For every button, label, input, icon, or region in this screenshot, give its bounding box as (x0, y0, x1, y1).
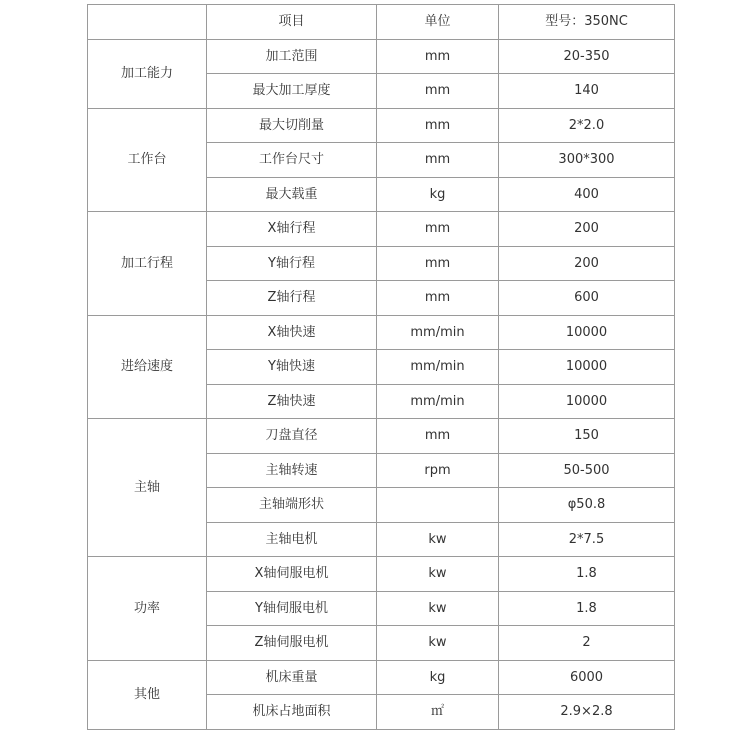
unit-cell: mm (377, 212, 499, 247)
unit-cell: kw (377, 557, 499, 592)
value-cell: 10000 (499, 350, 675, 385)
item-cell: 最大切削量 (207, 108, 377, 143)
item-cell: 主轴转速 (207, 453, 377, 488)
table-row (88, 419, 675, 454)
value-cell: 10000 (499, 384, 675, 419)
item-cell: Y轴快速 (207, 350, 377, 385)
value-cell: 6000 (499, 660, 675, 695)
item-cell: Z轴伺服电机 (207, 626, 377, 661)
value-cell: 300*300 (499, 143, 675, 178)
value-cell: 2*2.0 (499, 108, 675, 143)
item-cell: 最大加工厚度 (207, 74, 377, 109)
value-cell: 10000 (499, 315, 675, 350)
value-cell: 2 (499, 626, 675, 661)
spec-table (87, 4, 675, 730)
table-row (88, 212, 675, 247)
item-cell: 机床重量 (207, 660, 377, 695)
unit-cell: mm/min (377, 350, 499, 385)
header-item-cell: 项目 (207, 5, 377, 40)
table-row (88, 39, 675, 74)
item-cell: X轴行程 (207, 212, 377, 247)
unit-cell: rpm (377, 453, 499, 488)
unit-cell: mm (377, 39, 499, 74)
item-cell: 机床占地面积 (207, 695, 377, 730)
item-cell: Y轴行程 (207, 246, 377, 281)
table-row (88, 557, 675, 592)
value-cell: 1.8 (499, 557, 675, 592)
unit-cell (377, 488, 499, 523)
group-label-cell: 加工能力 (88, 39, 207, 108)
unit-cell: ㎡ (377, 695, 499, 730)
group-label-cell: 其他 (88, 660, 207, 729)
unit-cell: mm (377, 143, 499, 178)
item-cell: 刀盘直径 (207, 419, 377, 454)
table-row (88, 315, 675, 350)
item-cell: Z轴快速 (207, 384, 377, 419)
value-cell: 200 (499, 246, 675, 281)
unit-cell: mm (377, 108, 499, 143)
item-cell: 主轴电机 (207, 522, 377, 557)
value-cell: 2*7.5 (499, 522, 675, 557)
value-cell: 1.8 (499, 591, 675, 626)
value-cell: 20-350 (499, 39, 675, 74)
unit-cell: kw (377, 626, 499, 661)
value-cell: φ50.8 (499, 488, 675, 523)
value-cell: 600 (499, 281, 675, 316)
group-label-cell: 加工行程 (88, 212, 207, 316)
unit-cell: kw (377, 591, 499, 626)
unit-cell: mm (377, 281, 499, 316)
table-row (88, 660, 675, 695)
value-cell: 2.9×2.8 (499, 695, 675, 730)
unit-cell: kg (377, 177, 499, 212)
header-group-cell (88, 5, 207, 40)
unit-cell: mm (377, 74, 499, 109)
item-cell: X轴快速 (207, 315, 377, 350)
spec-table-body (88, 5, 675, 730)
group-label-cell: 功率 (88, 557, 207, 661)
header-model-cell: 型号：350NC (499, 5, 675, 40)
item-cell: Y轴伺服电机 (207, 591, 377, 626)
value-cell: 400 (499, 177, 675, 212)
item-cell: Z轴行程 (207, 281, 377, 316)
unit-cell: mm/min (377, 384, 499, 419)
item-cell: 最大载重 (207, 177, 377, 212)
group-label-cell: 工作台 (88, 108, 207, 212)
group-label-cell: 进给速度 (88, 315, 207, 419)
value-cell: 50-500 (499, 453, 675, 488)
unit-cell: mm/min (377, 315, 499, 350)
unit-cell: kg (377, 660, 499, 695)
item-cell: 加工范围 (207, 39, 377, 74)
table-row (88, 108, 675, 143)
item-cell: 主轴端形状 (207, 488, 377, 523)
unit-cell: mm (377, 419, 499, 454)
item-cell: 工作台尺寸 (207, 143, 377, 178)
value-cell: 150 (499, 419, 675, 454)
value-cell: 140 (499, 74, 675, 109)
value-cell: 200 (499, 212, 675, 247)
unit-cell: mm (377, 246, 499, 281)
header-unit-cell: 单位 (377, 5, 499, 40)
group-label-cell: 主轴 (88, 419, 207, 557)
unit-cell: kw (377, 522, 499, 557)
item-cell: X轴伺服电机 (207, 557, 377, 592)
header-row (88, 5, 675, 40)
